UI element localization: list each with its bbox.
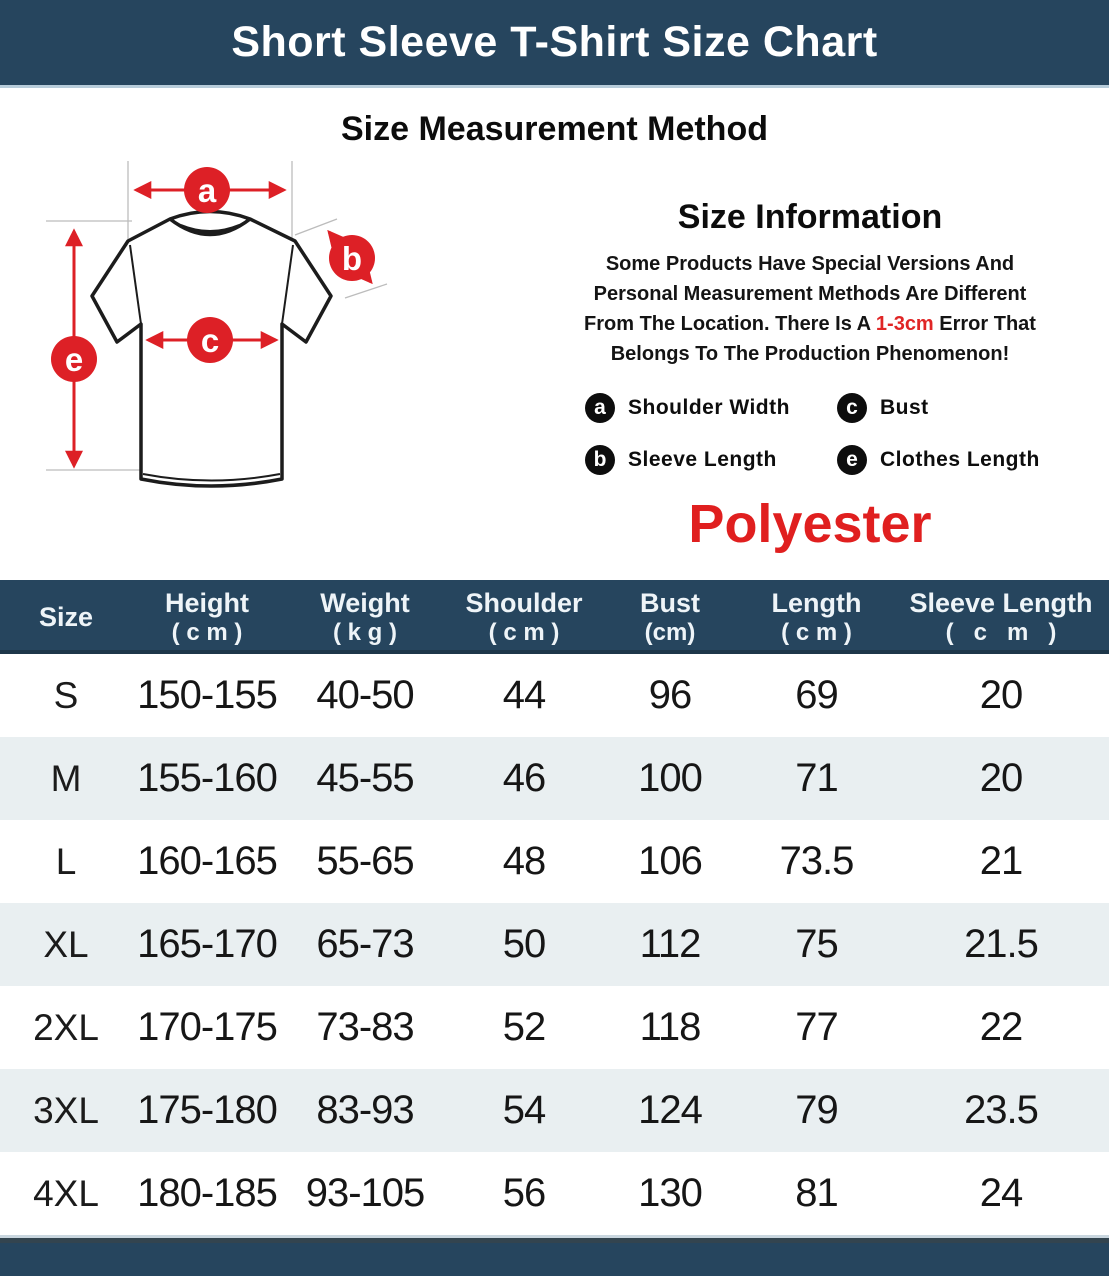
- length-value: 81: [795, 1171, 838, 1215]
- height-value: 165-170: [137, 922, 277, 966]
- info-line-3-prefix: From The Location. There Is A: [584, 313, 876, 335]
- bust-value: 112: [639, 922, 701, 966]
- shoulder-value: 50: [502, 922, 546, 966]
- legend-item-bust: [837, 393, 1109, 423]
- measurement-method-heading: Size Measurement Method: [341, 110, 768, 148]
- size-label: M: [50, 757, 82, 799]
- bust-value: 100: [638, 756, 702, 800]
- bust-value: 124: [638, 1088, 702, 1132]
- legend-item-sleeve-length: [585, 445, 837, 475]
- size-information-section: [555, 198, 1109, 555]
- legend-label-bust: Bust: [880, 396, 929, 419]
- weight-value: 73-83: [316, 1005, 414, 1049]
- shoulder-value: 52: [502, 1005, 546, 1049]
- column-header-weight: Weight ( k g ): [320, 588, 410, 646]
- info-line-3-highlight: 1-3cm: [875, 313, 934, 335]
- column-header-bust: Bust (cm): [640, 588, 700, 646]
- column-header-sleeve-length: Sleeve Length ( c m ): [909, 588, 1093, 646]
- table-header-row: [0, 580, 1109, 654]
- sleeve-length-value: 22: [979, 1005, 1023, 1049]
- info-line-4: Belongs To The Production Phenomenon!: [610, 343, 1010, 365]
- height-value: 180-185: [137, 1171, 277, 1215]
- table-row-3xl: [0, 1069, 1109, 1152]
- sleeve-length-value: 21: [979, 839, 1023, 883]
- table-row-m: [0, 737, 1109, 820]
- shoulder-value: 48: [502, 839, 546, 883]
- sleeve-length-value: 21.5: [964, 922, 1038, 966]
- height-value: 155-160: [137, 756, 277, 800]
- height-value: 170-175: [137, 1005, 277, 1049]
- measurement-legend: [585, 393, 1109, 475]
- length-value: 77: [795, 1005, 838, 1049]
- shoulder-value: 56: [502, 1171, 546, 1215]
- table-row-xl: [0, 903, 1109, 986]
- weight-value: 65-73: [316, 922, 414, 966]
- letter-a-badge-icon: a: [585, 393, 615, 423]
- legend-item-shoulder-width: [585, 393, 837, 423]
- legend-label-clothes-length: Clothes Length: [880, 448, 1040, 471]
- marker-c-letter: c: [200, 322, 220, 359]
- shoulder-value: 54: [502, 1088, 546, 1132]
- legend-item-clothes-length: [837, 445, 1109, 475]
- table-row-l: [0, 820, 1109, 903]
- letter-b-badge-icon: b: [585, 445, 615, 475]
- page-title: Short Sleeve T-Shirt Size Chart: [231, 18, 878, 66]
- size-label: L: [55, 840, 77, 882]
- weight-value: 40-50: [316, 673, 414, 717]
- size-label: XL: [43, 923, 89, 965]
- length-value: 71: [795, 756, 838, 800]
- footer-band: [0, 1235, 1109, 1276]
- weight-value: 93-105: [305, 1171, 425, 1215]
- height-value: 150-155: [137, 673, 277, 717]
- bust-value: 130: [638, 1171, 702, 1215]
- sleeve-length-value: 24: [979, 1171, 1023, 1215]
- upper-section: [0, 88, 1109, 580]
- table-row-2xl: [0, 986, 1109, 1069]
- column-header-height: Height ( c m ): [165, 588, 249, 646]
- letter-c-badge-icon: c: [837, 393, 867, 423]
- weight-value: 45-55: [316, 756, 414, 800]
- sleeve-length-value: 20: [979, 673, 1023, 717]
- shoulder-value: 44: [502, 673, 546, 717]
- column-header-size: Size: [38, 601, 94, 632]
- weight-value: 55-65: [316, 839, 414, 883]
- tshirt-measurement-diagram: [40, 157, 600, 517]
- info-line-1: Some Products Have Special Versions And: [605, 253, 1015, 275]
- bust-value: 106: [638, 839, 702, 883]
- column-header-length: Length ( c m ): [771, 588, 862, 646]
- sleeve-length-value: 23.5: [964, 1088, 1038, 1132]
- height-value: 160-165: [137, 839, 277, 883]
- shoulder-value: 46: [502, 756, 546, 800]
- length-value: 73.5: [779, 839, 854, 883]
- table-row-4xl: [0, 1152, 1109, 1235]
- legend-label-shoulder-width: Shoulder Width: [628, 396, 790, 419]
- length-value: 79: [795, 1088, 838, 1132]
- letter-e-badge-icon: e: [837, 445, 867, 475]
- bust-value: 118: [639, 1005, 701, 1049]
- table-row-s: [0, 654, 1109, 737]
- size-information-text: [573, 249, 1047, 369]
- marker-b-letter: b: [341, 240, 363, 277]
- size-information-heading: Size Information: [677, 198, 943, 236]
- length-value: 69: [795, 673, 838, 717]
- info-line-3-suffix: Error That: [933, 313, 1036, 335]
- size-label: 3XL: [33, 1089, 99, 1131]
- size-table: [0, 580, 1109, 1235]
- title-band: [0, 0, 1109, 88]
- info-line-2: Personal Measurement Methods Are Different: [593, 283, 1027, 305]
- marker-e-letter: e: [64, 341, 84, 378]
- bust-value: 96: [648, 673, 692, 717]
- size-label: 4XL: [33, 1172, 99, 1214]
- height-value: 175-180: [137, 1088, 277, 1132]
- material-label: Polyester: [688, 494, 932, 554]
- marker-a-letter: a: [197, 172, 217, 209]
- guide-line-sleeve-lower: [345, 284, 387, 298]
- length-value: 75: [795, 922, 838, 966]
- weight-value: 83-93: [316, 1088, 414, 1132]
- sleeve-length-value: 20: [979, 756, 1023, 800]
- size-label: 2XL: [33, 1006, 99, 1048]
- legend-label-sleeve-length: Sleeve Length: [628, 448, 777, 471]
- column-header-shoulder: Shoulder ( c m ): [465, 588, 583, 646]
- size-label: S: [53, 674, 79, 716]
